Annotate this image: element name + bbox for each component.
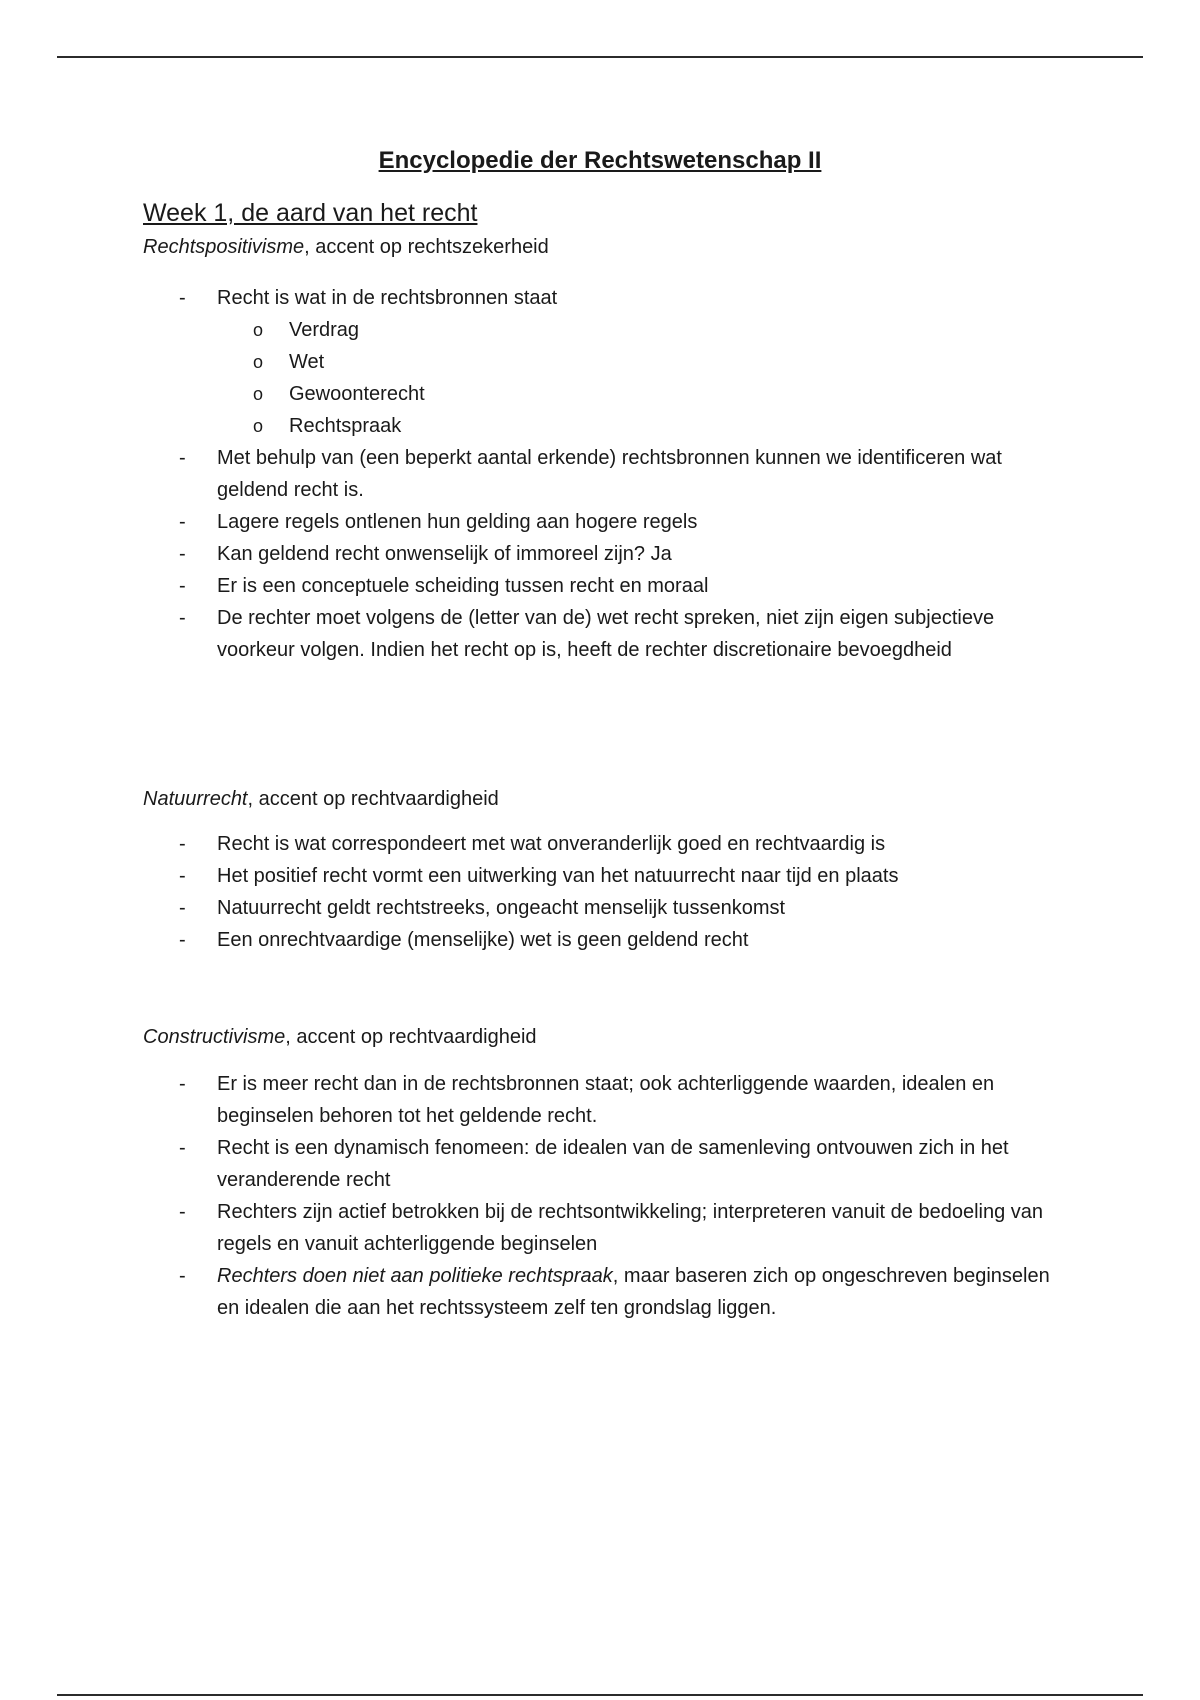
sub-list-item — [217, 378, 1073, 410]
section-subtitle: , accent op rechtvaardigheid — [247, 788, 499, 810]
section-heading-constructivisme — [143, 1022, 537, 1052]
list-item-emphasis: Rechters doen niet aan politieke rechtspraak — [217, 1265, 613, 1287]
document-title: Encyclopedie der Rechtswetenschap II — [378, 147, 822, 174]
dash-bullet: - — [179, 1265, 186, 1287]
list-item — [143, 1068, 1073, 1132]
dash-bullet: - — [179, 897, 186, 919]
sub-list — [217, 314, 1073, 442]
rechtspositivisme-list — [143, 282, 1073, 666]
list-item-text: Recht is wat correspondeert met wat onveranderlijk goed en rechtvaardig is — [217, 833, 886, 855]
sub-list-item — [217, 314, 1073, 346]
list-item-text: Recht is een dynamisch fenomeen: de idealen van de samenleving ontvouwen zich in het veranderende recht — [217, 1137, 1009, 1191]
list-item-text: Kan geldend recht onwenselijk of immoreel zijn? Ja — [217, 543, 672, 565]
list-item-text: Er is meer recht dan in de rechtsbronnen staat; ook achterliggende waarden, idealen en beginselen behoren tot het geldende recht. — [217, 1073, 995, 1127]
constructivisme-list — [143, 1068, 1073, 1324]
section-subtitle: , accent op rechtszekerheid — [304, 236, 549, 258]
list-item — [143, 538, 1073, 570]
list-item-text: De rechter moet volgens de (letter van de) wet recht spreken, niet zijn eigen subjectieve voorkeur volgen. Indien het recht op is, heeft de rechter discretionaire bevoegdheid — [217, 607, 995, 661]
list-item — [143, 442, 1073, 506]
list-item-text: Lagere regels ontlenen hun gelding aan hogere regels — [217, 511, 698, 533]
list-item — [143, 506, 1073, 538]
dash-bullet: - — [179, 865, 186, 887]
sub-list-item-text: Wet — [289, 351, 325, 373]
list-item-text: Rechters zijn actief betrokken bij de rechtsontwikkeling; interpreteren vanuit de bedoeling van regels en vanuit achterliggende beginselen — [217, 1201, 1044, 1255]
section-term: Rechtspositivisme — [143, 236, 305, 258]
dash-bullet: - — [179, 1201, 186, 1223]
circle-bullet-icon: o — [253, 320, 264, 340]
dash-bullet: - — [179, 833, 186, 855]
week-heading: Week 1, de aard van het recht — [143, 199, 478, 227]
dash-bullet: - — [179, 929, 186, 951]
list-item — [143, 282, 1073, 442]
natuurrecht-list — [143, 828, 1073, 956]
list-item-text: Recht is wat in de rechtsbronnen staat — [217, 287, 558, 309]
dash-bullet: - — [179, 607, 186, 629]
list-item — [143, 860, 1073, 892]
list-item — [143, 924, 1073, 956]
list-item — [143, 892, 1073, 924]
dash-bullet: - — [179, 543, 186, 565]
sub-list-item-text: Rechtspraak — [289, 415, 402, 437]
bottom-divider — [57, 1694, 1143, 1696]
sub-list-item — [217, 410, 1073, 442]
list-item — [143, 570, 1073, 602]
circle-bullet-icon: o — [253, 352, 264, 372]
list-item — [143, 828, 1073, 860]
section-term: Constructivisme — [143, 1026, 286, 1048]
section-term: Natuurrecht — [143, 788, 248, 810]
list-item-text: Natuurrecht geldt rechtstreeks, ongeacht menselijk tussenkomst — [217, 897, 786, 919]
dash-bullet: - — [179, 447, 186, 469]
section-heading-natuurrecht — [143, 784, 499, 814]
circle-bullet-icon: o — [253, 416, 264, 436]
list-item — [143, 1196, 1073, 1260]
list-item — [143, 602, 1073, 666]
list-item-text: Een onrechtvaardige (menselijke) wet is geen geldend recht — [217, 929, 749, 951]
list-item-text: Er is een conceptuele scheiding tussen recht en moraal — [217, 575, 709, 597]
list-item-text: , maar baseren zich op ongeschreven beginselen en idealen die aan het rechtssysteem zelf ten grondslag liggen. — [217, 1265, 1050, 1319]
dash-bullet: - — [179, 575, 186, 597]
dash-bullet: - — [179, 511, 186, 533]
sub-list-item-text: Verdrag — [289, 319, 360, 341]
dash-bullet: - — [179, 1073, 186, 1095]
circle-bullet-icon: o — [253, 384, 264, 404]
top-divider — [57, 56, 1143, 58]
section-heading-rechtspositivisme — [143, 232, 549, 262]
sub-list-item — [217, 346, 1073, 378]
section-subtitle: , accent op rechtvaardigheid — [285, 1026, 537, 1048]
list-item — [143, 1132, 1073, 1196]
list-item — [143, 1260, 1073, 1324]
list-item-text: Met behulp van (een beperkt aantal erkende) rechtsbronnen kunnen we identificeren wat geldend recht is. — [217, 447, 1002, 501]
sub-list-item-text: Gewoonterecht — [289, 383, 425, 405]
dash-bullet: - — [179, 1137, 186, 1159]
dash-bullet: - — [179, 287, 186, 309]
list-item-text: Het positief recht vormt een uitwerking van het natuurrecht naar tijd en plaats — [217, 865, 899, 887]
